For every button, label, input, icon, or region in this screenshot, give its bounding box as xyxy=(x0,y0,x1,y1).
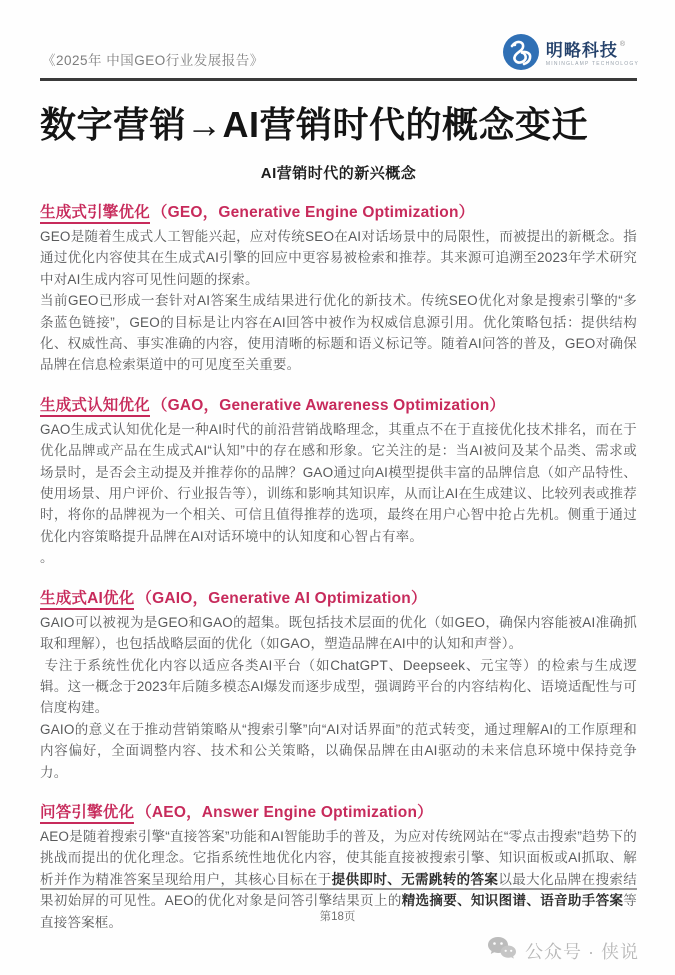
section-heading: 生成式认知优化 （GAO，Generative Awareness Optimization） xyxy=(40,393,637,415)
sections-container xyxy=(40,200,637,933)
concept-section xyxy=(40,586,637,783)
section-paragraph: GEO是随着生成式人工智能兴起，应对传统SEO在AI对话场景中的局限性，而被提出的新概念。指通过优化内容使其在生成式AI引擎的回应中更容易被检索和推荐。其来源可追溯至2023年学术研究中对AI生成内容可见性问题的探索。 xyxy=(40,229,637,287)
logo-registered-mark: ® xyxy=(619,41,626,48)
page-number: 第18页 xyxy=(319,911,356,923)
page-content xyxy=(0,81,675,933)
section-paragraph: 。 xyxy=(40,550,54,566)
page-subtitle: AI营销时代的新兴概念 xyxy=(260,165,417,182)
page-title: 数字营销→AI营销时代的概念变迁 xyxy=(40,104,589,145)
logo-text xyxy=(546,42,639,67)
watermark-text: 公众号 · 侠说 xyxy=(525,941,639,962)
wechat-icon xyxy=(487,936,517,965)
minglue-logo-icon xyxy=(502,33,540,76)
logo-company-name: 明略科技 xyxy=(545,41,618,60)
watermark xyxy=(487,936,639,965)
concept-section xyxy=(40,200,637,376)
concept-section xyxy=(40,393,637,569)
report-title: 《2025年 中国GEO行业发展报告》 xyxy=(42,53,264,68)
section-heading: 问答引擎优化 （AEO，Answer Engine Optimization） xyxy=(40,800,637,822)
section-paragraph: 当前GEO已形成一套针对AI答案生成结果进行优化的新技术。传统SEO优化对象是搜索引擎的“多条蓝色链接”，GEO的目标是让内容在AI回答中被作为权威信息源引用。优化策略包括：提供结构化、权威性高、事实准确的内容，使用清晰的标题和语义标记等。随着AI问答的普及，GEO对确保品牌在信息检索渠道中的可见度至关重要。 xyxy=(40,293,637,373)
company-logo xyxy=(502,33,639,76)
logo-english-name: MININGLAMP TECHNOLOGY xyxy=(545,61,639,67)
section-heading: 生成式AI优化 （GAIO，Generative AI Optimization） xyxy=(40,586,637,608)
section-paragraph: 专注于系统性优化内容以适应各类AI平台（如ChatGPT、Deepseek、元宝等）的检索与生成逻辑。这一概念于2023年后随多模态AI爆发而逐步成型，强调跨平台的内容结构化、语境适配性与可信度构建。 xyxy=(40,657,637,716)
section-paragraph: GAIO的意义在于推动营销策略从“搜索引擎”向“AI对话界面”的范式转变，通过理解AI的工作原理和内容偏好，全面调整内容、技术和公关策略，以确保品牌在由AI驱动的未来信息环境中保持竞争力。 xyxy=(40,721,637,780)
page-header xyxy=(0,0,675,81)
section-heading: 生成式引擎优化 （GEO，Generative Engine Optimization） xyxy=(40,200,637,222)
section-paragraph: GAIO可以被视为是GEO和GAO的超集。既包括技术层面的优化（如GEO，确保内容能被AI准确抓取和理解），也包括战略层面的优化（如GAO，塑造品牌在AI中的认知和声誉）。 xyxy=(40,614,637,652)
section-paragraph: GAO生成式认知优化是一种AI时代的前沿营销战略理念，其重点不在于直接优化技术排名，而在于优化品牌或产品在生成式AI“认知”中的存在感和形象。它关注的是：当AI被问及某个品类、需求或场景时，是否会主动提及并推荐你的品牌？GAO通过向AI模型提供丰富的品牌信息（如产品特性、使用场景、用户评价、行业报告等），训练和影响其知识库，从而让AI在生成建议、比较列表或推荐时，将你的品牌视为一个相关、可信且值得推荐的选项，最终在用户心智中抢占先机。侧重于通过优化内容策略提升品牌在AI对话环境中的认知度和心智占有率。 xyxy=(40,421,637,544)
section-paragraph: AEO是随着搜索引擎“直接答案”功能和AI智能助手的普及，为应对传统网站在“零点击搜索”趋势下的挑战而提出的优化理念。它指系统性地优化内容，使其能直接被搜索引擎、知识面板或AI抓取、解析并作为精准答案呈现给用户，其核心目标在于提供即时、无需跳转的答案以最大化品牌在搜索结果初始屏的可见性。AEO的优化对象是问答引擎结果页上的精选摘要、知识图谱、语音助手答案等直接答案框。 xyxy=(40,828,638,930)
footer-divider xyxy=(40,888,637,890)
